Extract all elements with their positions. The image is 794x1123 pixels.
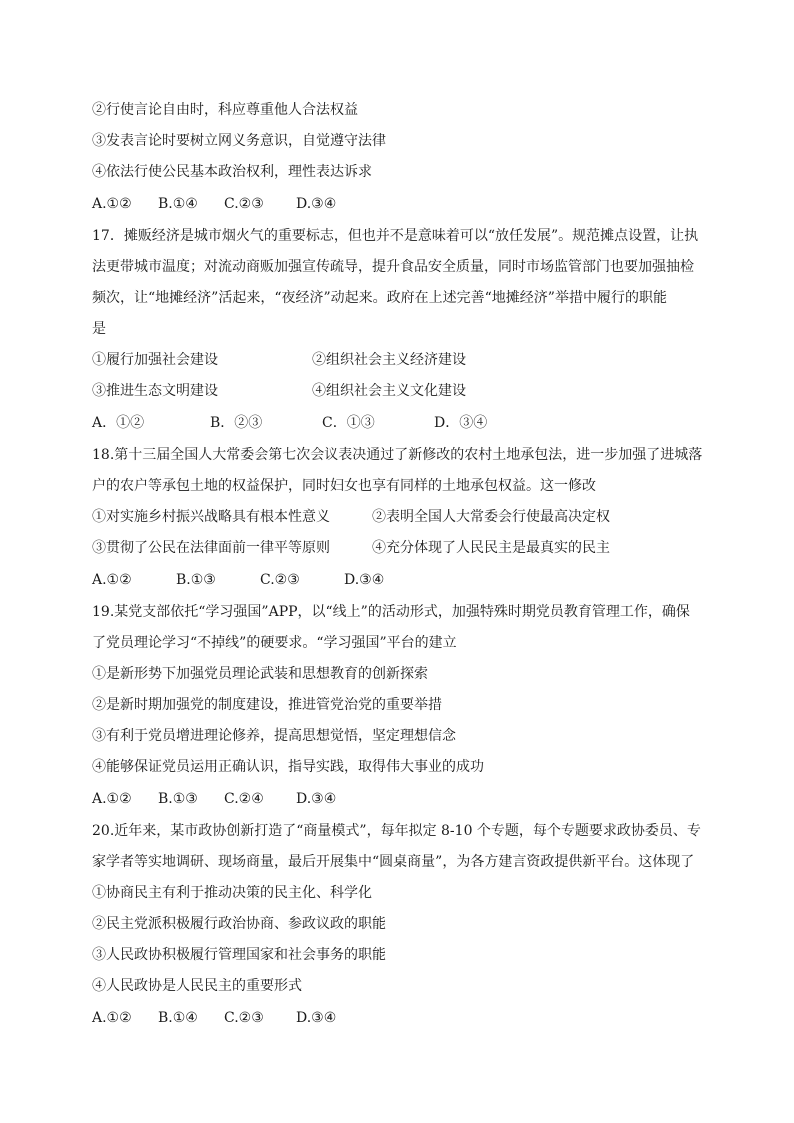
q20-item-2: ②民主党派积极履行政治协商、参政议政的职能 [92,916,386,932]
q16-item-4: ④依法行使公民基本政治权利，理性表达诉求 [92,164,372,180]
q19-option-a: A.①② [92,791,132,807]
q16-option-b: B.①④ [158,196,198,212]
q17-items-row-1 [92,350,712,370]
q16-item-2: ②行使言论自由时，科应尊重他人合法权益 [92,102,358,118]
q19-option-c: C.②④ [224,791,264,807]
q17-option-c: C．①③ [322,415,375,431]
q20-option-a: A.①② [92,1010,132,1026]
q19-option-b: B.①③ [158,791,198,807]
q19-item-2: ②是新时期加强党的制度建设，推进管党治党的重要举措 [92,697,442,713]
q17-option-b: B．②③ [210,415,263,431]
q18-option-b: B.①③ [176,572,216,588]
q17-option-d: D．③④ [434,415,488,431]
q17-item-2: ②组织社会主义经济建设 [312,352,466,368]
q19-stem-line-1: 19.某党支部依托“学习强国”APP，以“线上”的活动形式，加强特殊时期党员教育管理工作，确保 [92,604,690,620]
q19-item-3: ③有利于党员增进理论修养，提高思想觉悟，坚定理想信念 [92,728,456,744]
q18-stem-line-1: 18.第十三届全国人大常委会第七次会议表决通过了新修改的农村土地承包法，进一步加强了进城落 [92,447,703,463]
q18-option-d: D.③④ [344,572,385,588]
q17-item-1: ①履行加强社会建设 [92,352,218,368]
q18-item-2: ②表明全国人大常委会行使最高决定权 [372,509,610,525]
q19-item-4: ④能够保证党员运用正确认识，指导实践，取得伟大事业的成功 [92,759,484,775]
q17-item-4: ④组织社会主义文化建设 [312,383,466,399]
q18-items-row-1 [92,507,712,527]
q18-item-1: ①对实施乡村振兴战略具有根本性意义 [92,509,330,525]
q18-item-4: ④充分体现了人民民主是最真实的民主 [372,540,610,556]
q20-stem-line-1: 20.近年来，某市政协创新打造了“商量模式”，每年拟定 8-10 个专题，每个专题要求政协委员、专 [92,823,701,839]
q17-item-3: ③推进生态文明建设 [92,383,218,399]
q18-options [92,570,712,590]
q19-options [92,789,712,809]
q20-item-4: ④人民政协是人民民主的重要形式 [92,978,302,994]
q18-option-a: A.①② [92,572,132,588]
q17-stem-line-2: 法更带城市温度；对流动商贩加强宣传疏导，提升食品安全质量，同时市场监管部门也要加强抽检 [92,259,694,275]
q19-option-d: D.③④ [296,791,337,807]
q17-stem-line-3: 频次，让“地摊经济”活起来，“夜经济”动起来。政府在上述完善“地摊经济”举措中履行的职能 [92,290,667,306]
q16-option-c: C.②③ [224,196,264,212]
q18-item-3: ③贯彻了公民在法律面前一律平等原则 [92,540,330,556]
q20-item-3: ③人民政协积极履行管理国家和社会事务的职能 [92,947,386,963]
q20-stem-line-2: 家学者等实地调研、现场商量，最后开展集中“圆桌商量”，为各方建言资政提供新平台。这体现了 [92,854,695,870]
q18-stem-line-2: 户的农户等承包土地的权益保护，同时妇女也享有同样的土地承包权益。这一修改 [92,478,596,494]
q17-options [92,413,712,433]
q20-item-1: ①协商民主有利于推动决策的民主化、科学化 [92,885,372,901]
q16-option-d: D.③④ [296,196,337,212]
q16-options [92,194,712,214]
q16-item-3: ③发表言论时要树立网义务意识，自觉遵守法律 [92,133,386,149]
q20-options [92,1008,712,1028]
q20-option-b: B.①④ [158,1010,198,1026]
q20-option-d: D.③④ [296,1010,337,1026]
q17-items-row-2 [92,381,712,401]
q16-option-a: A.①② [92,196,132,212]
q17-option-a: A．①② [92,415,145,431]
q18-items-row-2 [92,538,712,558]
q19-stem-line-2: 了党员理论学习“不掉线”的硬要求。“学习强国”平台的建立 [92,635,457,651]
q17-stem-line-1: 17．摊贩经济是城市烟火气的重要标志，但也并不是意味着可以“放任发展”。规范摊点设置，让执 [92,228,699,244]
q19-item-1: ①是新形势下加强党员理论武装和思想教育的创新探索 [92,666,428,682]
q20-option-c: C.②③ [224,1010,264,1026]
q18-option-c: C.②③ [260,572,300,588]
q17-stem-line-4: 是 [92,321,106,337]
